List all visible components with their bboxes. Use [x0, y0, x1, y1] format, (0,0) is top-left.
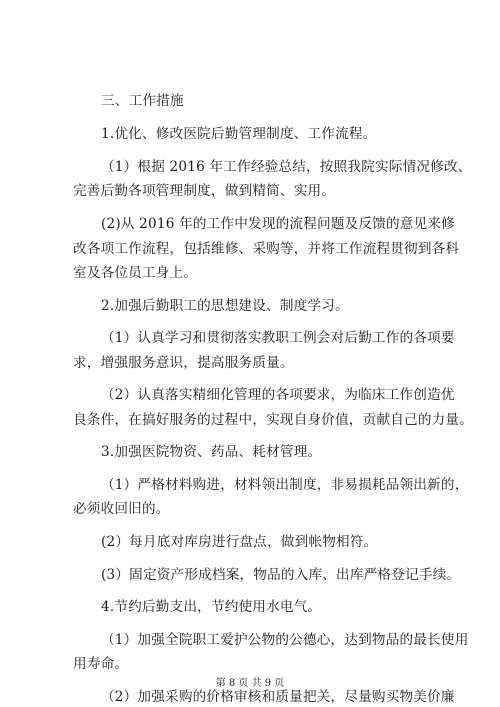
paragraph-line: (3）固定资产形成档案，物品的入库、出库严格登记手续。 [101, 567, 461, 583]
paragraph-line: （1）严格材料购进，材料领出制度，非易损耗品领出新的， [101, 477, 469, 493]
item-heading-2: 2.加强后勤职工的思想建设、制度学习。 [101, 298, 349, 314]
paragraph-line: （2）认真落实精细化管理的各项要求，为临床工作创造优 [101, 387, 455, 403]
paragraph-line: （1）根据 2016 年工作经验总结，按照我院实际情况修改、 [101, 159, 472, 175]
page-footer: 第 8 页 共 9 页 [215, 678, 285, 689]
section-heading: 三、工作措施 [101, 93, 184, 109]
paragraph-line: 必须收回旧的。 [73, 501, 170, 517]
paragraph-line: 室及各位员工身上。 [73, 265, 198, 281]
paragraph-line: 用寿命。 [73, 656, 129, 672]
paragraph-line: （1）认真学习和贯彻落实教职工例会对后勤工作的各项要 [101, 330, 455, 346]
paragraph-line: 求，增强服务意识，提高服务质量。 [73, 355, 294, 371]
item-heading-1: 1.优化、修改医院后勤管理制度、工作流程。 [101, 126, 377, 142]
paragraph-line: 改各项工作流程，包括维修、采购等，并将工作流程贯彻到各科 [73, 241, 460, 257]
paragraph-line: （1）加强全院职工爱护公物的公德心，达到物品的最长使用 [101, 632, 469, 648]
paragraph-line: 良条件，在搞好服务的过程中，实现自身价值，贡献自己的力量。 [73, 412, 474, 428]
paragraph-line: （2）加强采购的价格审核和质量把关，尽量购买物美价廉 [101, 689, 455, 705]
paragraph-line: (2)从 2016 年的工作中发现的流程问题及反馈的意见来修 [101, 216, 455, 232]
item-heading-4: 4.节约后勤支出，节约使用水电气。 [101, 599, 322, 615]
item-heading-3: 3.加强医院物资、药品、耗材管理。 [101, 444, 322, 460]
paragraph-line: 完善后勤各项管理制度，做到精简、实用。 [73, 183, 336, 199]
paragraph-line: (2）每月底对库房进行盘点，做到帐物相符。 [101, 534, 378, 550]
